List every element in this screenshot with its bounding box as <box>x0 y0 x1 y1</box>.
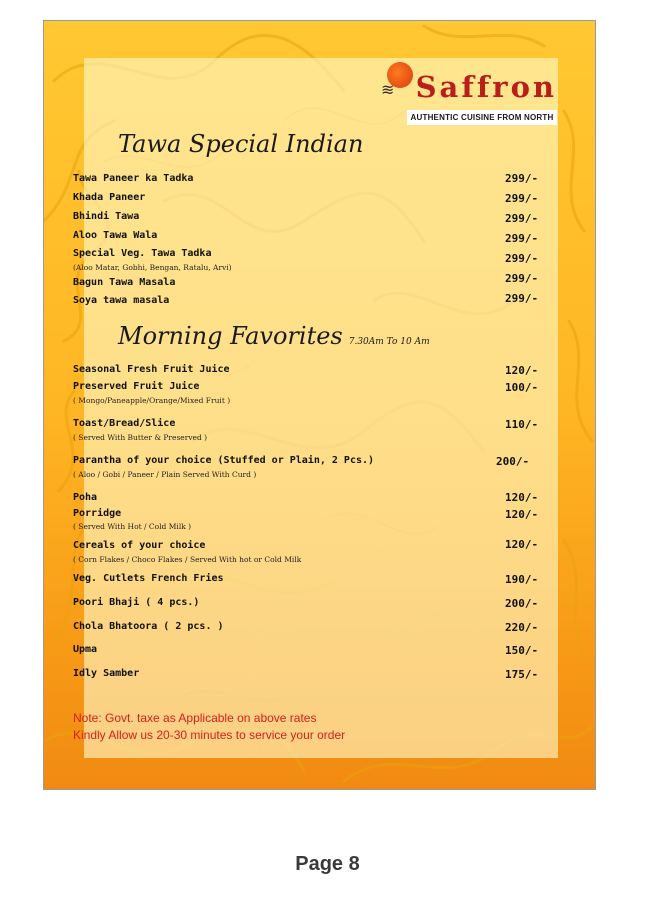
brand-name: Saffron <box>415 70 557 104</box>
bird-icon: ≋ <box>381 80 395 99</box>
menu-item-price: 299/- <box>505 232 539 245</box>
menu-item-price: 120/- <box>505 508 539 521</box>
menu-item-price: 175/- <box>505 668 539 681</box>
menu-item: Cereals of your choice <box>73 540 206 551</box>
menu-item-price: 299/- <box>505 192 539 205</box>
section-title-text: Morning Favorites <box>118 322 343 350</box>
tax-note: Note: Govt. taxe as Applicable on above rates <box>73 711 317 725</box>
menu-item: Chola Bhatoora ( 2 pcs. ) <box>73 621 224 632</box>
menu-item-price: 299/- <box>505 212 539 225</box>
menu-item-price: 120/- <box>505 491 539 504</box>
menu-item: Porridge <box>73 508 122 519</box>
menu-item-description: ( Served With Hot / Cold Milk ) <box>73 522 192 531</box>
menu-item-price: 299/- <box>505 172 539 185</box>
menu-item-price: 299/- <box>505 272 539 285</box>
menu-item-price: 150/- <box>505 644 539 657</box>
menu-item-price: 120/- <box>505 364 539 377</box>
menu-item: Bhindi Tawa <box>73 211 140 222</box>
section-title-tawa <box>118 130 363 158</box>
menu-item: Idly Samber <box>73 668 140 679</box>
menu-item-description: ( Corn Flakes / Choco Flakes / Served With hot or Cold Milk <box>73 555 302 564</box>
menu-item-price: 200/- <box>496 455 530 468</box>
menu-item: Poori Bhaji ( 4 pcs.) <box>73 597 200 608</box>
menu-item: Veg. Cutlets French Fries <box>73 573 224 584</box>
menu-panel <box>84 58 558 758</box>
menu-item: Khada Paneer <box>73 192 146 203</box>
menu-item-price: 200/- <box>505 597 539 610</box>
menu-item-price: 299/- <box>505 252 539 265</box>
menu-item-description: ( Aloo / Gobi / Paneer / Plain Served With Curd ) <box>73 470 257 479</box>
menu-item-price: 299/- <box>505 292 539 305</box>
service-time-note: Kindly Allow us 20-30 minutes to service your order <box>73 728 346 742</box>
menu-item-description: ( Mongo/Paneapple/Orange/Mixed Fruit ) <box>73 396 231 405</box>
brand-logo <box>381 62 557 128</box>
menu-item: Tawa Paneer ka Tadka <box>73 173 194 184</box>
section-subtitle-hours: 7.30Am To 10 Am <box>348 337 430 347</box>
page-number: Page 8 <box>295 853 360 875</box>
menu-item: Bagun Tawa Masala <box>73 277 176 288</box>
menu-item: Upma <box>73 644 98 655</box>
menu-item: Preserved Fruit Juice <box>73 381 200 392</box>
menu-item: Toast/Bread/Slice <box>73 418 176 429</box>
menu-item: Parantha of your choice (Stuffed or Plain, 2 Pcs.) <box>73 455 375 466</box>
brand-tagline: AUTHENTIC CUISINE FROM NORTH <box>407 110 557 125</box>
section-title-text: Tawa Special Indian <box>118 130 364 158</box>
menu-item: Seasonal Fresh Fruit Juice <box>73 364 230 375</box>
menu-item-price: 190/- <box>505 573 539 586</box>
menu-item-price: 220/- <box>505 621 539 634</box>
menu-item-price: 100/- <box>505 381 539 394</box>
section-title-morning <box>118 322 430 350</box>
menu-item-description: ( Served With Butter & Preserved ) <box>73 433 208 442</box>
menu-item: Soya tawa masala <box>73 295 170 306</box>
menu-item: Special Veg. Tawa Tadka <box>73 248 212 259</box>
menu-item: Poha <box>73 492 98 503</box>
menu-item: Aloo Tawa Wala <box>73 230 158 241</box>
menu-item-description: (Aloo Matar, Gobhi, Bengan, Ratalu, Arvi) <box>73 263 232 272</box>
menu-item-price: 110/- <box>505 418 539 431</box>
menu-item-price: 120/- <box>505 538 539 551</box>
